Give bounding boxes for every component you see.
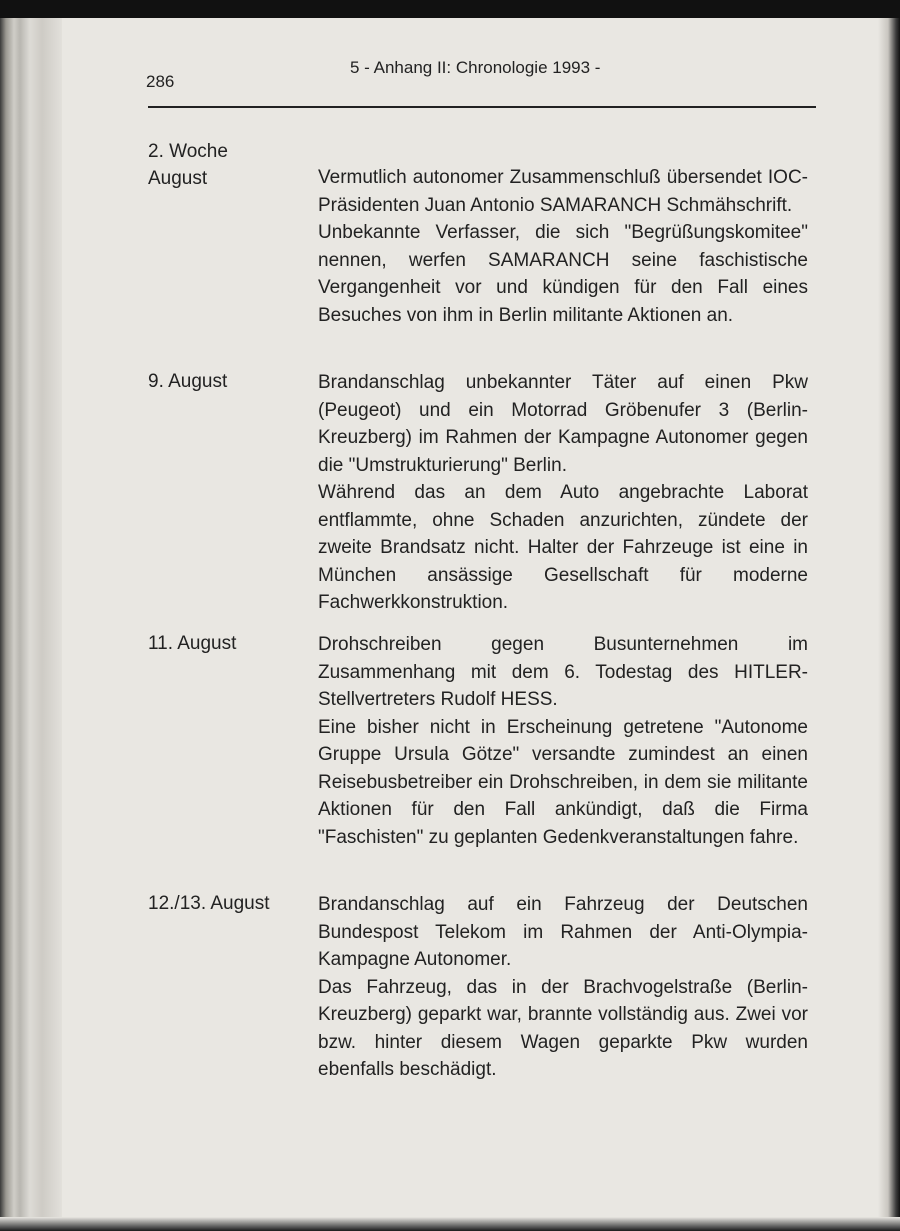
scan-bottom-border [0, 1217, 900, 1231]
book-spine-edge [0, 0, 62, 1231]
entry-text [318, 164, 808, 329]
header-rule [148, 106, 816, 108]
entry-paragraph: Eine bisher nicht in Erscheinung getretene "Autonome Gruppe Ursula Götze" versandte zumindest an einen Reisebusbetreiber ein Drohschreiben, in dem sie militante Aktionen für den Fall ankündigt, daß die Firma "Faschisten" zu geplanten Gedenkveranstaltungen fahre. [318, 716, 808, 848]
entry-date [148, 368, 298, 395]
entry-paragraph: Drohschreiben gegen Busunternehmen im Zusammenhang mit dem 6. Todestag des HITLER-Stellvertreters Rudolf HESS. [318, 634, 808, 710]
entry-text [318, 369, 808, 617]
entry-paragraph: Vermutlich autonomer Zusammenschluß übersendet IOC-Präsidenten Juan Antonio SAMARANCH Schmähschrift. [318, 167, 808, 216]
entry-paragraph: Brandanschlag unbekannter Täter auf einen Pkw (Peugeot) und ein Motorrad Gröbenufer 3 (Berlin-Kreuzberg) im Rahmen der Kampagne Autonomer gegen die "Umstrukturierung" Berlin. [318, 372, 808, 476]
entry-date-line: August [148, 168, 208, 189]
entry-date [148, 890, 298, 917]
entry-date-line: 2. Woche [148, 141, 228, 162]
scan-top-border [0, 0, 900, 18]
entry-text [318, 891, 808, 1084]
entry-date-line: 12./13. August [148, 893, 270, 914]
entry-paragraph: Während das an dem Auto angebrachte Laborat entflammte, ohne Schaden anzurichten, zündete der zweite Brandsatz nicht. Halter der Fahrzeuge ist eine in München ansässige Gesellschaft für moderne Fachwerkkonstruktion. [318, 482, 808, 613]
entry-paragraph: Unbekannte Verfasser, die sich "Begrüßungskomitee" nennen, werfen SAMARANCH seine faschistische Vergangenheit vor und kündigen für den Fall eines Besuches von ihm in Berlin militante Aktionen an. [318, 222, 808, 326]
page-number: 286 [146, 72, 175, 91]
page-right-edge [878, 0, 900, 1231]
entry-date [148, 630, 298, 657]
entry-date [148, 138, 298, 192]
entry-paragraph: Das Fahrzeug, das in der Brachvogelstraße (Berlin-Kreuzberg) geparkt war, brannte vollständig aus. Zwei vor bzw. hinter diesem Wagen geparkte Pkw wurden ebenfalls beschädigt. [318, 976, 808, 1080]
entry-date-line: 11. August [148, 633, 237, 654]
running-head: 5 - Anhang II: Chronologie 1993 - [350, 58, 601, 77]
entry-text [318, 631, 808, 851]
entry-date-line: 9. August [148, 371, 228, 392]
entry-paragraph: Brandanschlag auf ein Fahrzeug der Deutschen Bundespost Telekom im Rahmen der Anti-Olympia-Kampagne Autonomer. [318, 894, 808, 970]
